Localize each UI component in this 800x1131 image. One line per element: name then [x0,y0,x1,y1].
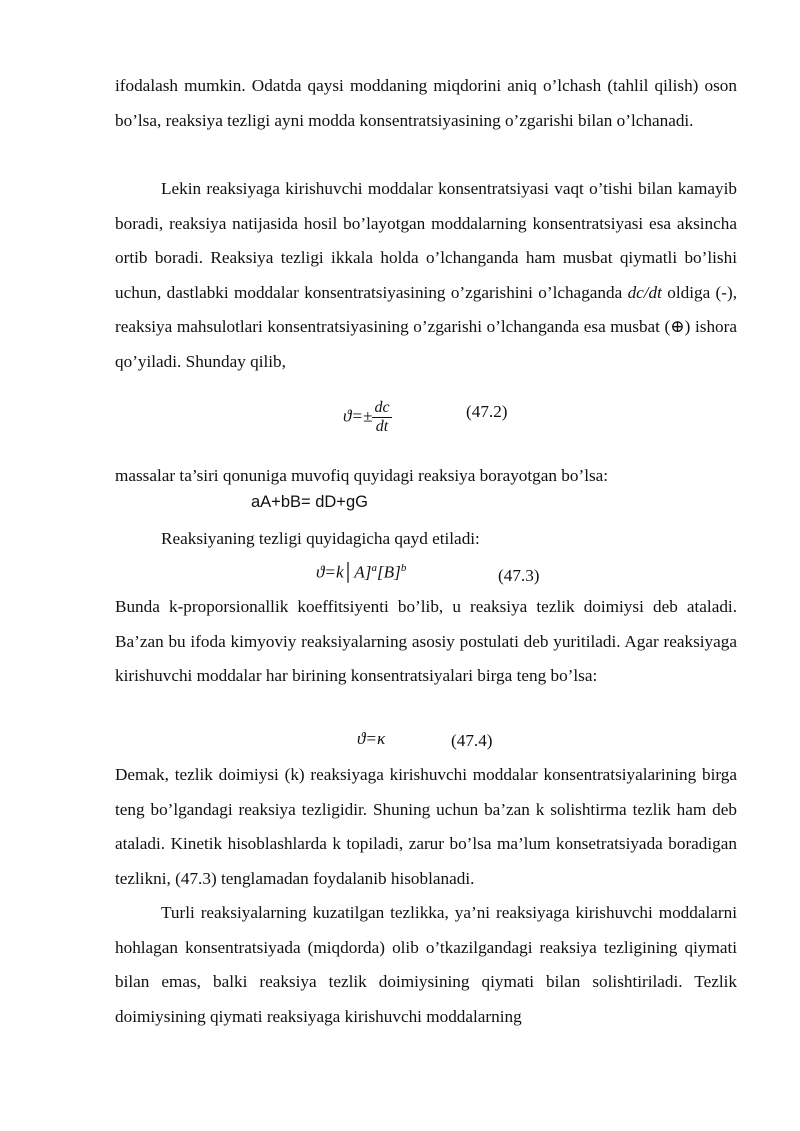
eq2-A: A [354,562,365,582]
equation-47-3 [316,562,406,583]
inline-dc-dt: dc/dt [627,282,662,302]
eq1-fraction [372,399,391,436]
equation-47-3-label: (47.3) [498,566,540,585]
paragraph-2-text-a: Lekin reaksiyaga kirishuvchi moddalar konsentratsiyasi vaqt o’tishi bilan kamayib boradi, reaksiya natijasida hosil bo’layotgan moddalarning konsentratsiyasi esa aksincha ortib boradi. Reaksiya tezligi ikkala holda o’lchanganda ham musbat qiymatli bo’lishi uchun, dastlabki moddalar konsentratsiyasining o’zgarishini o’lchaganda [115,179,737,302]
equation-47-4-label: (47.4) [451,731,493,750]
paragraph-6: Demak, tezlik doimiysi (k) reaksiyaga kirishuvchi moddalar konsentratsiyalarining birga teng bo’lgandagi reaksiya tezligidir. Shuning uchun ba’zan k solishtirma tezlik ham deb ataladi. Kinetik hisoblashlarda k topiladi, zarur bo’lsa ma’lum konsetratsiyada boradigan tezlikni, (47.3) tenglamadan foydalanib hisoblanadi. [115,765,737,888]
equation-47-2-label: (47.2) [466,402,508,421]
eq2-bracket-open-b: [ [376,562,384,582]
eq2-exp-b: b [400,562,407,574]
eq2-bracket-close-b: ] [394,562,401,582]
paragraph-3: massalar ta’siri qonuniga muvofiq quyidagi reaksiya borayotgan bo’lsa: [115,466,609,485]
eq2-lhs: ϑ=k [316,562,344,582]
reaction-equation: aA+bB= dD+gG [251,493,368,511]
eq1-numerator: dc [374,399,390,416]
eq2-B: B [383,562,395,582]
eq1-lhs: ϑ=± [343,406,373,426]
eq2-exp-a: a [371,562,377,574]
paragraph-2 [115,172,737,380]
paragraph-4: Reaksiyaning tezligi quyidagicha qayd etiladi: [161,529,480,548]
paragraph-7: Turli reaksiyalarning kuzatilgan tezlikka, ya’ni reaksiyaga kirishuvchi moddalarni hohlagan konsentratsiyada (miqdorda) olib o’tkazilgandagi reaksiya tezligining qiymati bilan emas, balki reaksiya tezlik doimiysining qiymati bilan solishtiriladi. Tezlik doimiysining qiymati reaksiyaga kirishuvchi moddalarning [115,903,737,1026]
equation-47-2 [343,399,392,436]
eq1-denominator: dt [375,418,389,435]
equation-47-4: ϑ=κ [357,729,386,748]
eq2-bracket-open-a: │ [343,562,355,582]
paragraph-1: ifodalash mumkin. Odatda qaysi moddaning miqdorini aniq o’lchash (tahlil qilish) oson bo’lsa, reaksiya tezligi ayni modda konsentratsiyasining o’zgarishi bilan o’lchanadi. [115,76,737,130]
paragraph-5: Bunda k-proporsionallik koeffitsiyenti bo’lib, u reaksiya tezlik doimiysi deb ataladi. Ba’zan bu ifoda kimyoviy reaksiyalarning asosiy postulati deb yuritiladi. Agar reaksiyaga kirishuvchi moddalar har birining konsentratsiyalari birga teng bo’lsa: [115,597,737,686]
eq2-bracket-close-a: ] [364,562,372,582]
paragraph-2-text-b: oldiga (-), reaksiya mahsulotlari konsentratsiyasining o’zgarishi o’lchanganda esa musbat (⊕) ishora qo’yiladi. Shunday qilib, [115,282,738,371]
